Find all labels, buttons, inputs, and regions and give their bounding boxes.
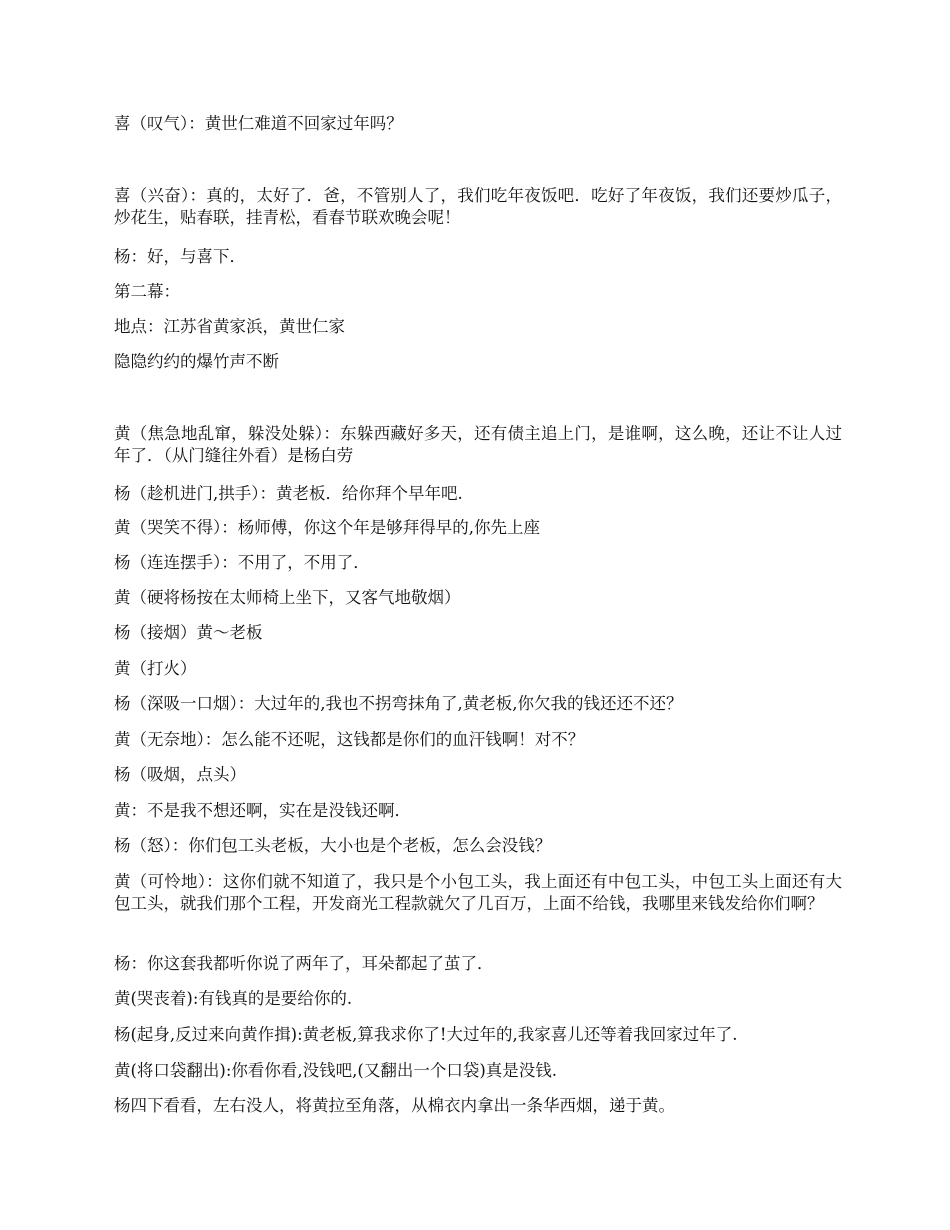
- paragraph: 杨四下看看，左右没人，将黄拉至角落，从棉衣内拿出一条华西烟，递于黄。: [114, 1096, 675, 1115]
- paragraph: 地点：江苏省黄家浜，黄世仁家: [114, 317, 345, 336]
- paragraph: 第二幕：: [114, 282, 180, 301]
- paragraph: 黄（打火）: [114, 659, 197, 678]
- paragraph: 杨（接烟）黄～老板: [114, 623, 263, 642]
- paragraph: 隐隐约约的爆竹声不断: [114, 352, 279, 371]
- paragraph: 黄：不是我不想还啊，实在是没钱还啊．: [114, 801, 411, 820]
- paragraph: 黄（可怜地）：这你们就不知道了，我只是个小包工头，我上面还有中包工头，中包工头上面还有大包工头，就我们那个工程，开发商光工程款就欠了几百万，上面不给钱，我哪里来钱发给你们啊？: [114, 872, 842, 913]
- paragraph: 喜（叹气）：黄世仁难道不回家过年吗？: [114, 114, 403, 133]
- paragraph: 黄（焦急地乱窜，躲没处躲）：东躲西藏好多天，还有债主追上门，是谁啊，这么晚，还让不让人过年了．（从门缝往外看）是杨白劳: [114, 424, 842, 465]
- paragraph: 喜（兴奋）：真的，太好了．爸，不管别人了，我们吃年夜饭吧．吃好了年夜饭，我们还要炒瓜子，炒花生，贴春联，挂青松，看春节联欢晚会呢！: [114, 186, 842, 227]
- paragraph: 杨（吸烟，点头）: [114, 765, 246, 784]
- paragraph: 杨（趁机进门,拱手）：黄老板．给你拜个早年吧.: [114, 484, 463, 503]
- paragraph: 杨(起身,反过来向黄作揖):黄老板,算我求你了!大过年的,我家喜儿还等着我回家过年了.: [114, 1025, 738, 1044]
- paragraph: 杨（深吸一口烟）：大过年的,我也不拐弯抹角了,黄老板,你欠我的钱还还不还？: [114, 694, 683, 713]
- paragraph: 黄（硬将杨按在太师椅上坐下，又客气地敬烟）: [114, 588, 461, 607]
- paragraph: 黄(将口袋翻出):你看你看,没钱吧,(又翻出一个口袋)真是没钱.: [114, 1061, 558, 1080]
- paragraph: 黄(哭丧着):有钱真的是要给你的.: [114, 989, 353, 1008]
- paragraph: 黄（无奈地）：怎么能不还呢，这钱都是你们的血汗钱啊！对不？: [114, 730, 585, 749]
- paragraph: 杨：你这套我都听你说了两年了，耳朵都起了茧了．: [114, 954, 494, 973]
- paragraph: 杨：好，与喜下．: [114, 247, 246, 266]
- paragraph: 杨（连连摆手）：不用了，不用了．: [114, 553, 370, 572]
- paragraph: 黄（哭笑不得）：杨师傅，你这个年是够拜得早的,你先上座: [114, 518, 540, 537]
- paragraph: 杨（怒）：你们包工头老板，大小也是个老板，怎么会没钱？: [114, 836, 552, 855]
